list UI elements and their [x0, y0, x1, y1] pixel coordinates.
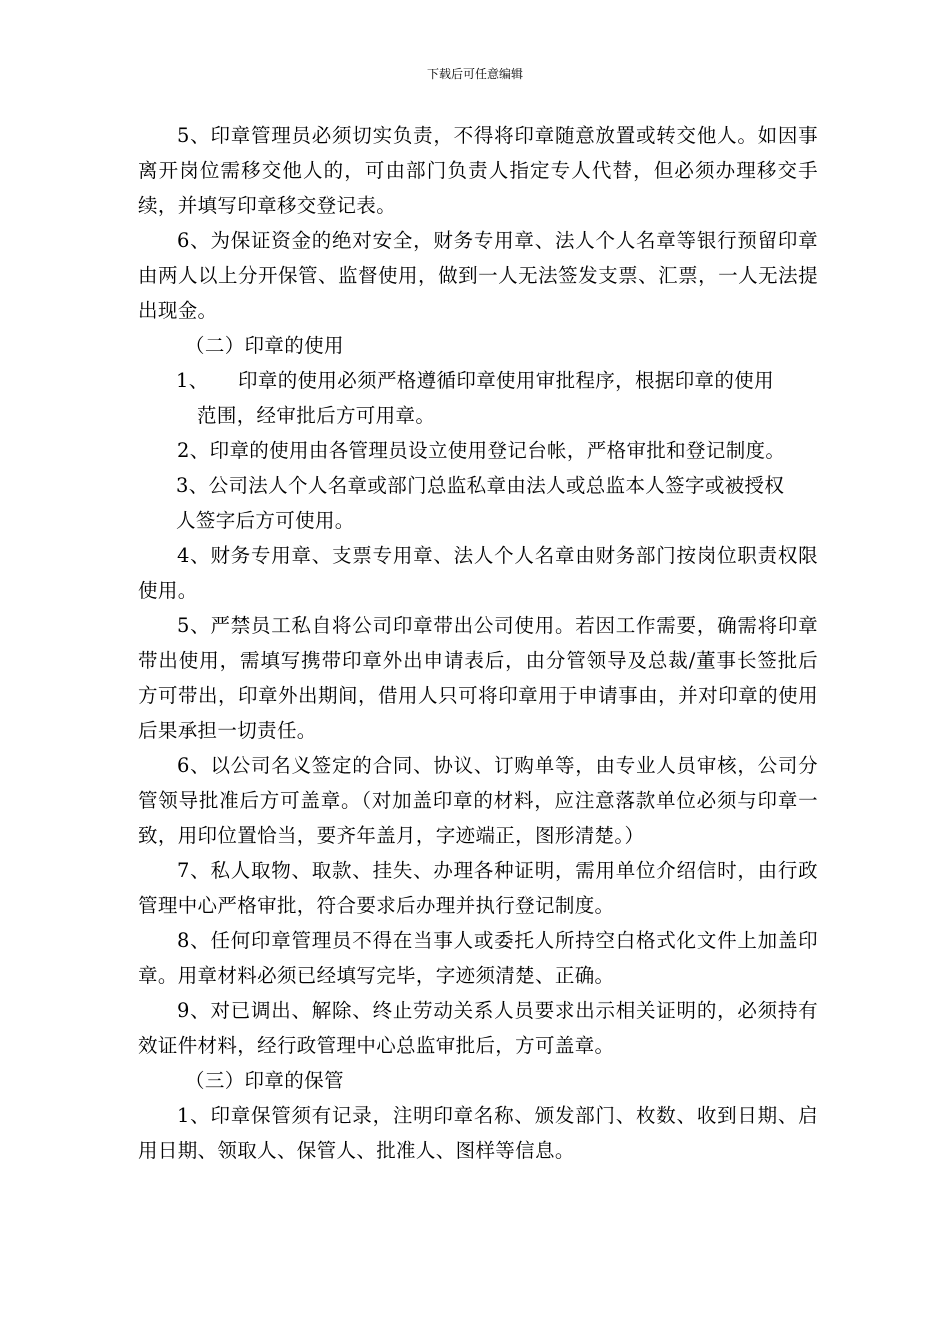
paragraph-seal-keeper-duty: 5、印章管理员必须切实负责，不得将印章随意放置或转交他人。如因事离开岗位需移交他人的，可由部门负责人指定专人代替，但必须办理移交手续，并填写印章移交登记表。 — [138, 124, 818, 217]
section-title-seal-custody: （三）印章的保管 — [185, 1069, 344, 1092]
paragraph-usage-7: 7、私人取物、取款、挂失、办理各种证明，需用单位介绍信时，由行政管理中心严格审批，符合要求后办理并执行登记制度。 — [138, 859, 818, 917]
paragraph-usage-9: 9、对已调出、解除、终止劳动关系人员要求出示相关证明的，必须持有效证件材料，经行政管理中心总监审批后，方可盖章。 — [138, 999, 818, 1057]
list-item-text-continued: 范围，经审批后方可用章。 — [197, 404, 436, 427]
list-item-usage-1 — [138, 363, 818, 433]
paragraph-fund-safety: 6、为保证资金的绝对安全，财务专用章、法人个人名章等银行预留印章由两人以上分开保管、监督使用，做到一人无法签发支票、汇票，一人无法提出现金。 — [138, 229, 818, 322]
list-item-text: 3、公司法人个人名章或部门总监私章由法人或总监本人签字或被授权 — [176, 474, 785, 497]
paragraph-custody-1: 1、印章保管须有记录，注明印章名称、颁发部门、枚数、收到日期、启用日期、领取人、保管人、批准人、图样等信息。 — [138, 1104, 818, 1162]
list-item-usage-3 — [138, 468, 818, 538]
paragraph-usage-6: 6、以公司名义签定的合同、协议、订购单等，由专业人员审核，公司分管领导批准后方可盖章。（对加盖印章的材料，应注意落款单位必须与印章一致，用印位置恰当，要齐年盖月，字迹端正，图形清楚。） — [138, 754, 818, 847]
paragraph-usage-8: 8、任何印章管理员不得在当事人或委托人所持空白格式化文件上加盖印章。用章材料必须已经填写完毕，字迹须清楚、正确。 — [138, 929, 818, 987]
list-item-text: 印章的使用必须严格遵循印章使用审批程序，根据印章的使用 — [238, 369, 774, 392]
list-item-text-continued: 人签字后方可使用。 — [176, 509, 355, 532]
paragraph-usage-2: 2、印章的使用由各管理员设立使用登记台帐，严格审批和登记制度。 — [177, 439, 786, 462]
paragraph-usage-4: 4、财务专用章、支票专用章、法人个人名章由财务部门按岗位职责权限使用。 — [138, 544, 818, 602]
section-title-seal-usage: （二）印章的使用 — [185, 334, 344, 357]
list-item-number: 1、 — [176, 369, 209, 392]
paragraph-usage-5: 5、严禁员工私自将公司印章带出公司使用。若因工作需要，确需将印章带出使用，需填写携带印章外出申请表后，由分管领导及总裁/董事长签批后方可带出，印章外出期间，借用人只可将印章用于申请事由，并对印章的使用后果承担一切责任。 — [138, 614, 818, 742]
document-body — [138, 118, 818, 1168]
page-header: 下载后可任意编辑 — [426, 67, 523, 81]
